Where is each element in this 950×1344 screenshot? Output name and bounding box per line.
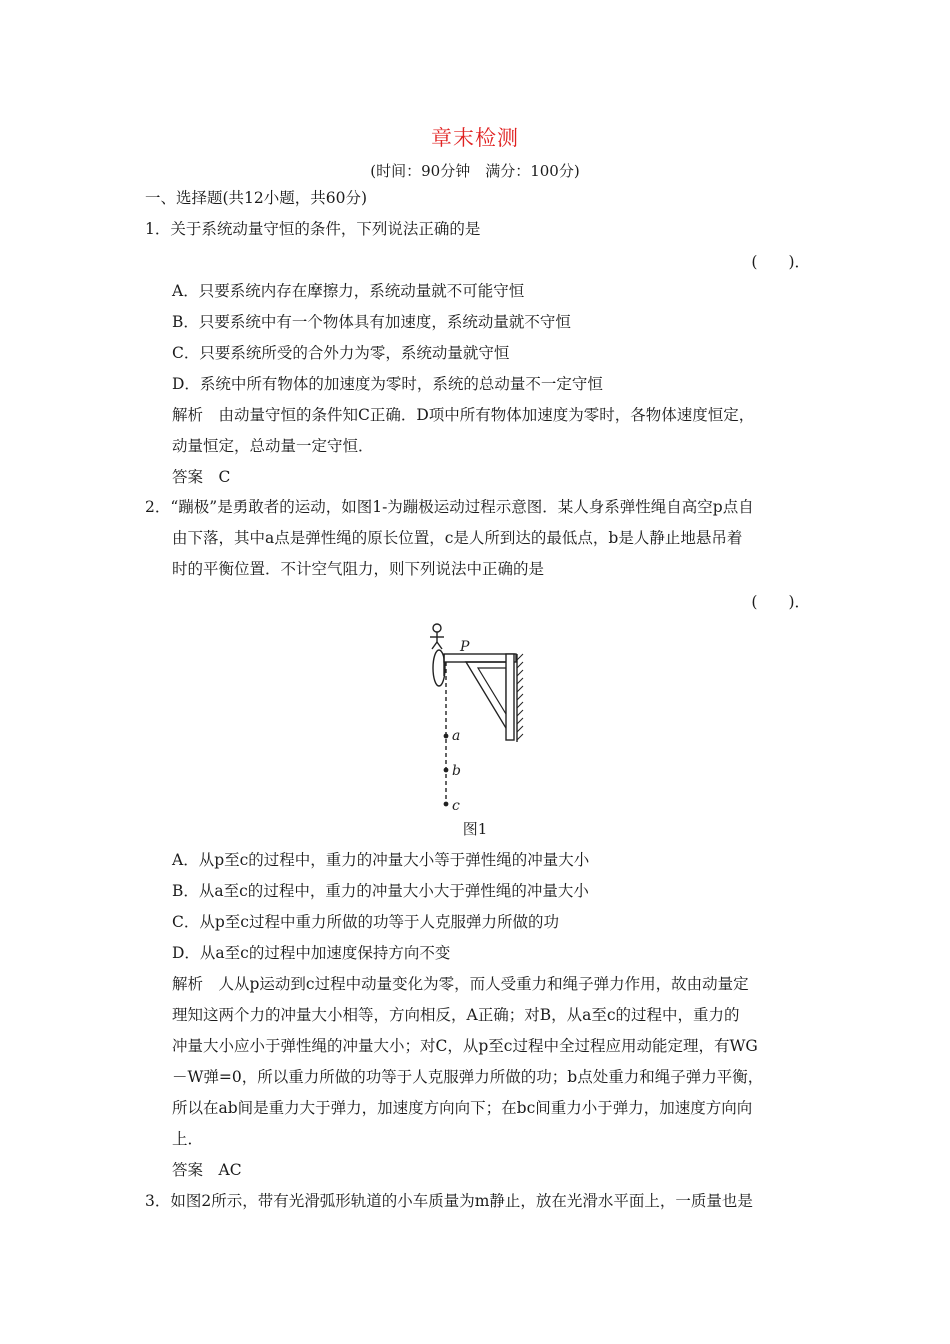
label-p: P: [460, 639, 470, 655]
page-title: 章末检测: [431, 126, 519, 150]
q1-option-b: B．只要系统中有一个物体具有加速度，系统动量就不守恒: [172, 313, 571, 331]
q2-answer-blank: ( )．: [751, 593, 810, 611]
q2-option-d: D．从a至c的过程中加速度保持方向不变: [172, 944, 451, 962]
q2-answer: 答案 AC: [172, 1161, 242, 1179]
q1-answer-blank: ( )．: [751, 253, 810, 271]
q1-option-a: A．只要系统内存在摩擦力，系统动量就不可能守恒: [172, 282, 525, 300]
q1-analysis-line: 动量恒定，总动量一定守恒．: [172, 437, 374, 455]
q2-analysis-line: 上．: [172, 1130, 204, 1148]
q2-option-c: C．从p至c过程中重力所做的功等于人克服弹力所做的功: [172, 913, 559, 931]
q3-stem: 3．如图2所示，带有光滑弧形轨道的小车质量为m静止，放在光滑水平面上，一质量也是: [145, 1192, 753, 1210]
bungee-diagram: [420, 618, 530, 814]
q2-analysis-line: 解析 人从p运动到c过程中动量变化为零，而人受重力和绳子弹力作用，故由动量定: [172, 975, 749, 993]
platform-beam: [444, 654, 516, 662]
q2-analysis-line: 理知这两个力的冲量大小相等，方向相反，A正确；对B，从a至c的过程中，重力的: [172, 1006, 740, 1024]
q2-option-a: A．从p至c的过程中，重力的冲量大小等于弹性绳的冲量大小: [172, 851, 590, 869]
q2-analysis-line: 冲量大小应小于弹性绳的冲量大小；对C，从p至c过程中全过程应用动能定理，有WG: [172, 1037, 758, 1055]
person-head: [433, 624, 441, 632]
point-c: [444, 802, 449, 807]
q1-stem: 1．关于系统动量守恒的条件，下列说法正确的是: [145, 220, 481, 238]
q2-stem-line: 由下落，其中a点是弹性绳的原长位置，c是人所到达的最低点，b是人静止地悬吊着: [172, 529, 743, 547]
q2-option-b: B．从a至c的过程中，重力的冲量大小大于弹性绳的冲量大小: [172, 882, 589, 900]
label-c: c: [452, 798, 460, 814]
figure-caption: 图1: [462, 820, 488, 838]
label-b: b: [452, 763, 461, 779]
point-a: [444, 734, 449, 739]
label-a: a: [452, 728, 461, 744]
q2-stem-line: 时的平衡位置．不计空气阻力，则下列说法中正确的是: [172, 560, 545, 578]
q2-stem-line: 2．“蹦极”是勇敢者的运动，如图1-为蹦极运动过程示意图．某人身系弹性绳自高空p点自: [145, 498, 754, 516]
point-b: [444, 768, 449, 773]
q1-option-c: C．只要系统所受的合外力为零，系统动量就守恒: [172, 344, 510, 362]
q1-answer: 答案 C: [172, 468, 231, 486]
q2-analysis-line: －W弹=0，所以重力所做的功等于人克服弹力所做的功；b点处重力和绳子弹力平衡，: [172, 1068, 764, 1086]
rope-coil: [433, 650, 445, 686]
q1-analysis-line: 解析 由动量守恒的条件知C正确．D项中所有物体加速度为零时，各物体速度恒定，: [172, 406, 755, 424]
q2-analysis-line: 所以在ab间是重力大于弹力，加速度方向向下；在bc间重力小于弹力，加速度方向向: [172, 1099, 753, 1117]
support-bracket: [466, 662, 512, 738]
q1-option-d: D．系统中所有物体的加速度为零时，系统的总动量不一定守恒: [172, 375, 603, 393]
section-heading: 一、选择题(共12小题，共60分): [145, 189, 368, 207]
exam-info: (时间：90分钟 满分：100分): [370, 162, 580, 180]
